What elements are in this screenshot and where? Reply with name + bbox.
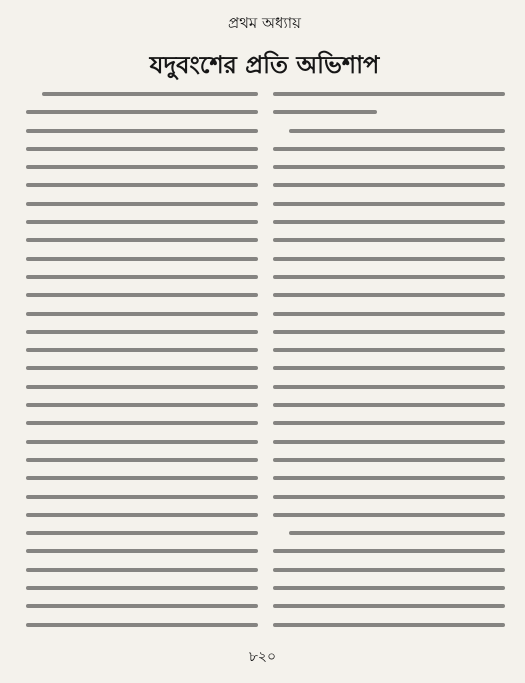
text-line xyxy=(42,92,258,96)
text-line xyxy=(26,293,258,297)
text-line xyxy=(273,403,505,407)
text-line xyxy=(26,476,258,480)
text-line xyxy=(273,586,505,590)
text-line xyxy=(273,385,505,389)
text-line xyxy=(273,238,505,242)
text-line xyxy=(273,312,505,316)
text-line xyxy=(26,366,258,370)
text-line xyxy=(26,183,258,187)
text-line xyxy=(26,568,258,572)
text-line xyxy=(273,568,505,572)
text-line xyxy=(273,495,505,499)
text-line xyxy=(273,110,377,114)
text-line xyxy=(273,440,505,444)
text-line xyxy=(26,403,258,407)
text-line xyxy=(26,110,258,114)
text-line xyxy=(26,495,258,499)
chapter-label: প্রথম অধ্যায় xyxy=(228,14,301,32)
text-line xyxy=(273,421,505,425)
text-line xyxy=(289,531,505,535)
left-column xyxy=(26,92,258,642)
body-columns xyxy=(26,92,505,642)
text-line xyxy=(273,476,505,480)
text-line xyxy=(273,220,505,224)
text-line xyxy=(26,586,258,590)
text-line xyxy=(26,385,258,389)
text-line xyxy=(273,513,505,517)
text-line xyxy=(289,129,505,133)
text-line xyxy=(26,129,258,133)
right-column xyxy=(273,92,505,642)
text-line xyxy=(273,366,505,370)
text-line xyxy=(26,458,258,462)
text-line xyxy=(26,330,258,334)
text-line xyxy=(26,549,258,553)
text-line xyxy=(26,238,258,242)
text-line xyxy=(273,92,505,96)
text-line xyxy=(26,312,258,316)
text-line xyxy=(273,458,505,462)
text-line xyxy=(26,513,258,517)
text-line xyxy=(273,202,505,206)
text-line xyxy=(273,257,505,261)
text-line xyxy=(273,147,505,151)
text-line xyxy=(273,183,505,187)
text-line xyxy=(26,531,258,535)
text-line xyxy=(26,623,258,627)
text-line xyxy=(26,440,258,444)
text-line xyxy=(26,421,258,425)
text-line xyxy=(26,220,258,224)
text-line xyxy=(26,147,258,151)
text-line xyxy=(26,257,258,261)
text-line xyxy=(26,275,258,279)
text-line xyxy=(273,330,505,334)
text-line xyxy=(26,348,258,352)
text-line xyxy=(273,165,505,169)
text-line xyxy=(273,604,505,608)
page-number: ৮২০ xyxy=(248,649,277,665)
text-line xyxy=(273,623,505,627)
text-line xyxy=(26,165,258,169)
text-line xyxy=(273,275,505,279)
page-title: যদুবংশের প্রতি অভিশাপ xyxy=(149,50,380,79)
text-line xyxy=(273,549,505,553)
text-line xyxy=(26,604,258,608)
text-line xyxy=(273,293,505,297)
text-line xyxy=(26,202,258,206)
text-line xyxy=(273,348,505,352)
